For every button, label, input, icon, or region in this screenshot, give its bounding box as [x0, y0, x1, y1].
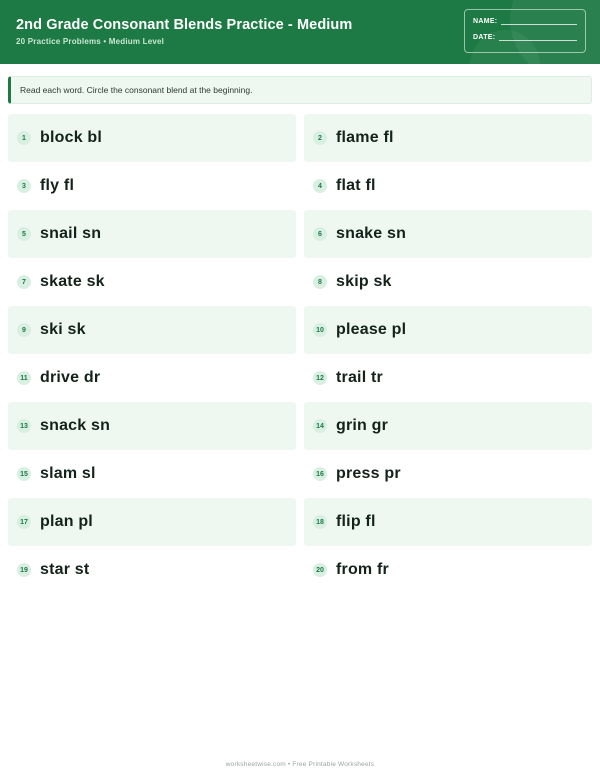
problem-item[interactable]: [8, 210, 296, 258]
page-title: 2nd Grade Consonant Blends Practice - Medium: [16, 16, 353, 33]
problem-item[interactable]: [8, 450, 296, 498]
problem-item[interactable]: [304, 546, 592, 594]
problem-word: slam sl: [40, 465, 96, 482]
problem-word: block bl: [40, 129, 103, 146]
date-row: [473, 33, 577, 41]
problem-number-badge: 10: [313, 323, 327, 337]
name-input-line[interactable]: [501, 17, 577, 25]
date-label: DATE:: [473, 34, 496, 41]
problem-number-badge: 3: [17, 179, 31, 193]
problem-item[interactable]: [304, 402, 592, 450]
problem-word: drive dr: [40, 369, 101, 386]
problem-item[interactable]: [8, 306, 296, 354]
problem-word: plan pl: [40, 513, 93, 530]
name-date-box: [464, 9, 586, 53]
problem-word: trail tr: [336, 369, 383, 386]
problem-word: ski sk: [40, 321, 86, 338]
date-input-line[interactable]: [499, 33, 577, 41]
problem-item[interactable]: [8, 402, 296, 450]
problem-number-badge: 2: [313, 131, 327, 145]
problem-number-badge: 13: [17, 419, 31, 433]
problem-number-badge: 8: [313, 275, 327, 289]
problem-number-badge: 7: [17, 275, 31, 289]
problem-number-badge: 18: [313, 515, 327, 529]
problem-number-badge: 6: [313, 227, 327, 241]
problem-word: fly fl: [40, 177, 75, 194]
problem-word: please pl: [336, 321, 407, 338]
problem-number-badge: 15: [17, 467, 31, 481]
problem-item[interactable]: [304, 162, 592, 210]
problem-item[interactable]: [304, 210, 592, 258]
problem-item[interactable]: [304, 258, 592, 306]
problem-number-badge: 1: [17, 131, 31, 145]
problem-item[interactable]: [304, 498, 592, 546]
worksheet-header: [0, 0, 600, 64]
problem-item[interactable]: [304, 450, 592, 498]
problem-item[interactable]: [8, 114, 296, 162]
instruction-text: Read each word. Circle the consonant blend at the beginning.: [20, 85, 253, 95]
instruction-bar: [8, 76, 592, 104]
problem-word: flame fl: [336, 129, 394, 146]
problem-number-badge: 11: [17, 371, 31, 385]
problem-word: flip fl: [336, 513, 376, 530]
problem-number-badge: 5: [17, 227, 31, 241]
name-row: [473, 17, 577, 25]
problem-number-badge: 20: [313, 563, 327, 577]
page-subtitle: 20 Practice Problems • Medium Level: [16, 37, 165, 47]
problem-item[interactable]: [304, 114, 592, 162]
footer-text: worksheetwise.com • Free Printable Worksheets: [225, 761, 375, 768]
problem-word: snail sn: [40, 225, 102, 242]
problem-word: snake sn: [336, 225, 407, 242]
problem-item[interactable]: [8, 354, 296, 402]
problem-number-badge: 4: [313, 179, 327, 193]
problem-number-badge: 19: [17, 563, 31, 577]
problem-number-badge: 12: [313, 371, 327, 385]
problem-number-badge: 9: [17, 323, 31, 337]
problem-item[interactable]: [8, 258, 296, 306]
problem-number-badge: 16: [313, 467, 327, 481]
problem-word: star st: [40, 561, 90, 578]
footer: [0, 761, 600, 768]
problem-word: snack sn: [40, 417, 111, 434]
problem-item[interactable]: [8, 162, 296, 210]
problem-word: press pr: [336, 465, 401, 482]
problem-word: flat fl: [336, 177, 376, 194]
problem-number-badge: 14: [313, 419, 327, 433]
problem-word: grin gr: [336, 417, 389, 434]
header-text-block: [0, 18, 352, 47]
problem-number-badge: 17: [17, 515, 31, 529]
problem-word: from fr: [336, 561, 389, 578]
problem-item[interactable]: [304, 306, 592, 354]
problem-word: skate sk: [40, 273, 105, 290]
problem-item[interactable]: [304, 354, 592, 402]
problems-grid: [8, 114, 592, 594]
problem-word: skip sk: [336, 273, 392, 290]
name-label: NAME:: [473, 18, 498, 25]
problem-item[interactable]: [8, 546, 296, 594]
problem-item[interactable]: [8, 498, 296, 546]
